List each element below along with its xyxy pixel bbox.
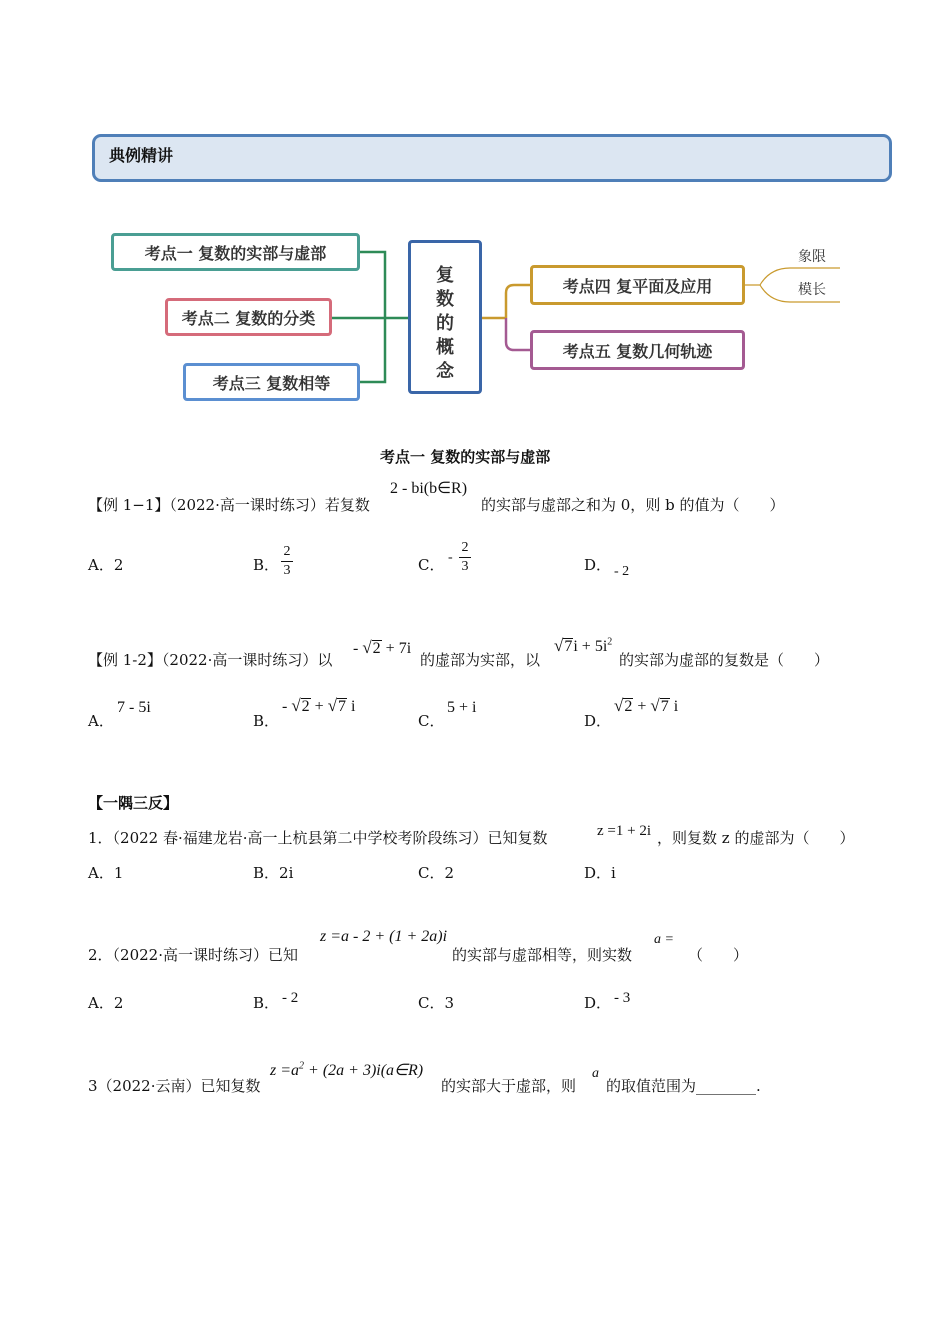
example-1-2-middle: 的虚部为实部，以	[420, 651, 541, 669]
mindmap-node-1	[111, 233, 360, 271]
mindmap-node-2-label: 考点二 复数的分类	[181, 308, 316, 328]
mindmap-node-3	[183, 363, 360, 401]
mindmap-node-2	[165, 298, 332, 336]
example-1-2-option-d: D．	[584, 712, 612, 730]
mindmap-center	[408, 240, 482, 394]
example-1-2-option-c: C．	[418, 712, 445, 730]
example-1-1-option-a: A．2	[88, 556, 124, 574]
question-1-expression: z =1 + 2i	[597, 823, 651, 839]
question-2-option-d: D．	[584, 994, 612, 1012]
question-1-option-d: D．i	[584, 864, 616, 882]
example-1-1-suffix: 的实部与虚部之和为 0，则 b 的值为（ ）	[481, 496, 785, 514]
mindmap-node-1-label: 考点一 复数的实部与虚部	[144, 243, 327, 263]
example-1-2-expression-2: $√7i + 5i^2$	[554, 636, 613, 655]
question-3-suffix: 的取值范围为________.	[606, 1077, 761, 1095]
question-1-option-a: A．1	[88, 864, 124, 882]
mindmap-center-char: 复	[436, 265, 454, 286]
example-1-1-prefix: 【例 1−1】（2022·高一课时练习）若复数	[88, 496, 370, 514]
example-1-2-prefix: 【例 1-2】（2022·高一课时练习）以	[88, 651, 333, 669]
question-2-suffix: （ ）	[688, 946, 749, 964]
question-2-option-c: C．3	[418, 994, 455, 1012]
example-1-1-expression: 2 - bi(b∈R)	[390, 480, 468, 497]
question-3-expression: $z =a^2 + (2a$ + 3)i(a∈R)	[270, 1060, 424, 1079]
mindmap-leaf-modulus: 模长	[798, 282, 826, 298]
question-2-option-b: B．	[253, 994, 280, 1012]
question-2-text: 2．（2022·高一课时练习）已知	[88, 946, 298, 964]
question-2-expression: z =a - 2 + (1 + 2a)i	[320, 928, 448, 945]
practice-title: 【一隅三反】	[88, 794, 179, 812]
question-2-option-a: A．2	[88, 994, 124, 1012]
mindmap-node-5-label: 考点五 复数几何轨迹	[562, 341, 713, 361]
example-1-2-option-c-value: 5 + i	[447, 699, 477, 716]
example-1-2-option-a-value: 7 - 5i	[117, 699, 151, 716]
example-1-1-option-c-fraction: 2 3	[459, 541, 471, 574]
section-title: 考点一 复数的实部与虚部	[380, 448, 551, 466]
mindmap-node-3-label: 考点三 复数相等	[212, 373, 331, 393]
question-3-variable: a	[592, 1066, 599, 1081]
question-1-option-b: B．2i	[253, 864, 294, 882]
example-1-2-option-d-value: √2 + √7 i	[614, 696, 679, 715]
example-1-2-option-a: A．	[88, 712, 114, 730]
mindmap-center-char: 的	[436, 313, 454, 334]
example-1-1-option-d: D．	[584, 556, 612, 574]
example-1-1-option-c-sign: -	[448, 550, 453, 565]
example-1-2-expression-1: - √2 + 7i	[353, 638, 412, 657]
section-header-title: 典例精讲	[109, 146, 174, 165]
mindmap-center-char: 数	[436, 289, 454, 310]
mindmap-center-char: 念	[436, 361, 454, 382]
question-2-middle: 的实部与虚部相等，则实数	[452, 946, 633, 964]
example-1-1-option-c: C．	[418, 556, 445, 574]
mindmap-node-5	[530, 330, 745, 370]
question-3-middle: 的实部大于虚部，则	[441, 1077, 577, 1095]
question-1-option-c: C．2	[418, 864, 455, 882]
question-3-text: 3（2022·云南）已知复数	[88, 1077, 261, 1095]
question-2-variable: a =	[654, 932, 674, 947]
mindmap-node-4	[530, 265, 745, 305]
example-1-2-option-b: B．	[253, 712, 280, 730]
example-1-1-option-b: B．	[253, 556, 280, 574]
example-1-1-option-b-fraction: 2 3	[281, 545, 293, 578]
question-1-suffix: ，则复数 z 的虚部为（ ）	[657, 829, 855, 847]
question-1-text: 1．（2022 春·福建龙岩·高一上杭县第二中学校考阶段练习）已知复数	[88, 829, 548, 847]
example-1-2-suffix: 的实部为虚部的复数是（ ）	[619, 651, 830, 669]
question-2-option-d-value: - 3	[614, 990, 631, 1006]
mindmap-node-4-label: 考点四 复平面及应用	[562, 276, 713, 296]
mindmap-center-char: 概	[436, 337, 454, 358]
example-1-2-option-b-value: - √2 + √7 i	[282, 696, 356, 715]
question-2-option-b-value: - 2	[282, 990, 299, 1006]
example-1-1-option-d-value: - 2	[614, 564, 630, 579]
mindmap-leaf-quadrant: 象限	[798, 249, 826, 265]
